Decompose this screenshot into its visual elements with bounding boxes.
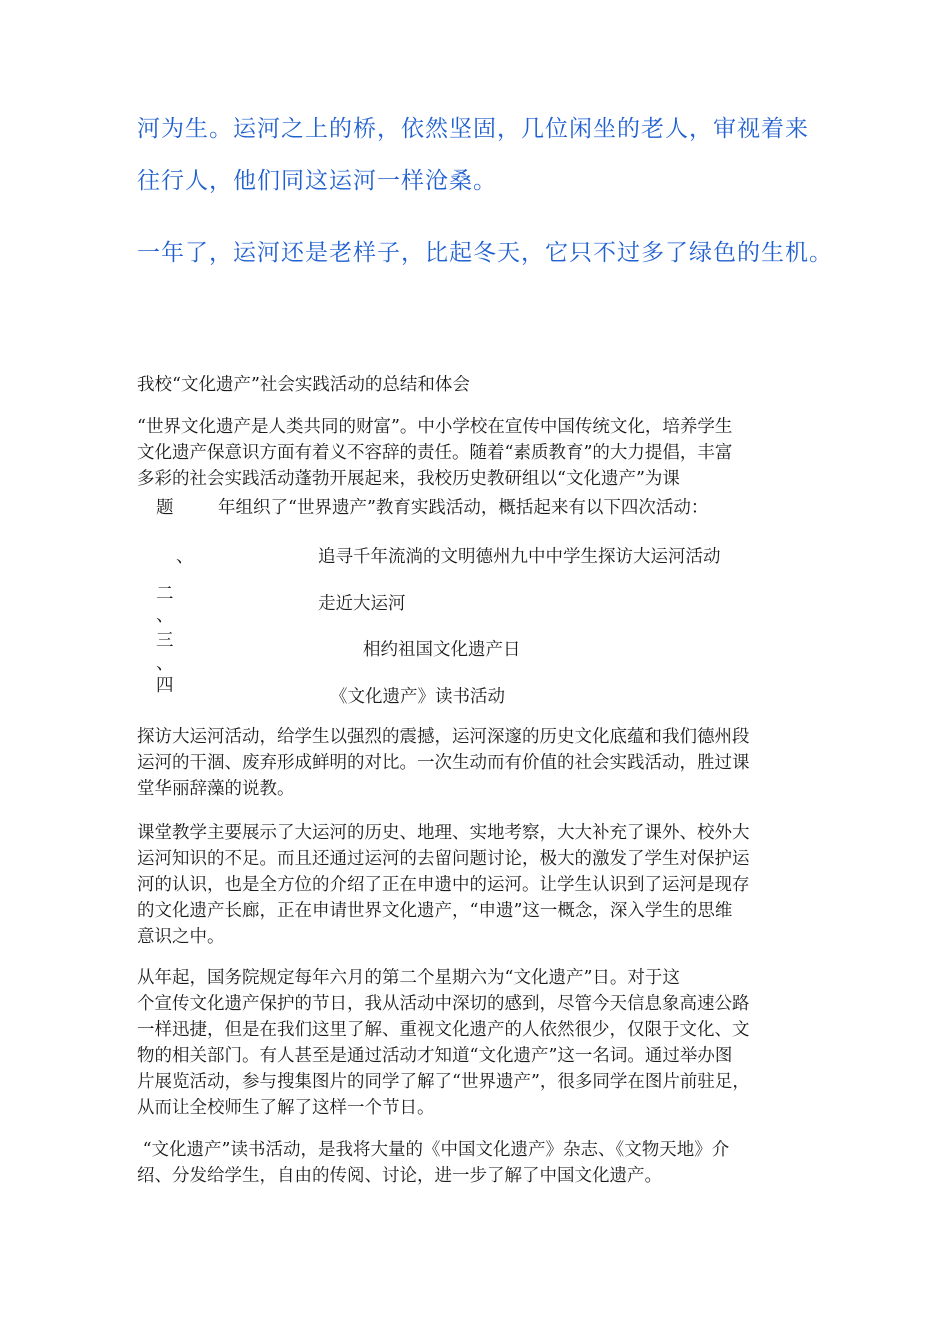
- paragraph-4: [137, 1137, 827, 1189]
- paragraph-line: 绍、分发给学生，自由的传阅、讨论，进一步了解了中国文化遗产。: [137, 1166, 662, 1186]
- activity-marker-2: 二: [156, 584, 174, 604]
- paragraph-line: “文化遗产”读书活动，是我将大量的《中国文化遗产》杂志、《文物天地》介: [137, 1140, 730, 1160]
- activity-1: 追寻千年流淌的文明德州九中中学生探访大运河活动: [318, 547, 721, 567]
- paragraph-3: [137, 965, 827, 1121]
- paragraph-line: 探访大运河活动，给学生以强烈的震撼，运河深邃的历史文化底蕴和我们德州段: [137, 727, 750, 747]
- activity-2: 走近大运河: [318, 594, 406, 614]
- blue-text-line-2: 往行人，他们同这运河一样沧桑。: [137, 168, 497, 194]
- activity-4: 《文化遗产》读书活动: [330, 687, 505, 707]
- paragraph-line: 的文化遗产长廊，正在申请世界文化遗产，“申遗”这一概念，深入学生的思维: [137, 901, 733, 921]
- activity-3: 相约祖国文化遗产日: [363, 640, 521, 660]
- paragraph-line: 个宣传文化遗产保护的节日，我从活动中深切的感到，尽管今天信息象高速公路: [137, 994, 750, 1014]
- intro-line: 文化遗产保意识方面有着义不容辞的责任。随着“素质教育”的大力提倡，丰富: [137, 443, 733, 463]
- activity-marker-1: 、: [176, 547, 194, 567]
- article-title: 我校“文化遗产”社会实践活动的总结和体会: [137, 375, 470, 395]
- paragraph-1: [137, 724, 827, 802]
- paragraph-line: 意识之中。: [137, 927, 225, 947]
- paragraph-line: 物的相关部门。有人甚至是通过活动才知道“文化遗产”这一名词。通过举办图: [137, 1046, 733, 1066]
- intro-ti-char: 题: [156, 498, 174, 518]
- paragraph-line: 从而让全校师生了解了这样一个节日。: [137, 1098, 435, 1118]
- blue-text-line-1: 河为生。运河之上的桥，依然坚固，几位闲坐的老人，审视着来: [137, 116, 809, 142]
- intro-line: “世界文化遗产是人类共同的财富”。中小学校在宣传中国传统文化，培养学生: [137, 417, 733, 437]
- paragraph-line: 片展览活动，参与搜集图片的同学了解了“世界遗产”，很多同学在图片前驻足，: [137, 1072, 750, 1092]
- paragraph-line: 运河知识的不足。而且还通过运河的去留问题讨论，极大的激发了学生对保护运: [137, 849, 750, 869]
- intro-last-line: 年组织了“世界遗产”教育实践活动，概括起来有以下四次活动：: [218, 498, 709, 518]
- intro-line: 多彩的社会实践活动蓬勃开展起来，我校历史教研组以“文化遗产”为课: [137, 469, 680, 489]
- paragraph-line: 从年起，国务院规定每年六月的第二个星期六为“文化遗产”日。对于这: [137, 968, 680, 988]
- paragraph-line: 河的认识，也是全方位的介绍了正在申遗中的运河。让学生认识到了运河是现存: [137, 875, 750, 895]
- activity-marker-3-dun: 、: [156, 654, 174, 674]
- activity-marker-3: 三: [156, 631, 174, 651]
- intro-paragraph: [137, 414, 827, 492]
- paragraph-line: 一样迅捷，但是在我们这里了解、重视文化遗产的人依然很少，仅限于文化、文: [137, 1020, 750, 1040]
- activity-marker-4: 四: [156, 676, 174, 696]
- paragraph-2: [137, 820, 827, 950]
- paragraph-line: 课堂教学主要展示了大运河的历史、地理、实地考察，大大补充了课外、校外大: [137, 823, 750, 843]
- activity-marker-2-dun: 、: [156, 606, 174, 626]
- paragraph-line: 堂华丽辞藻的说教。: [137, 779, 295, 799]
- paragraph-line: 运河的干涸、废弃形成鲜明的对比。一次生动而有价值的社会实践活动，胜过课: [137, 753, 750, 773]
- blue-text-line-3: 一年了，运河还是老样子，比起冬天，它只不过多了绿色的生机。: [137, 240, 833, 266]
